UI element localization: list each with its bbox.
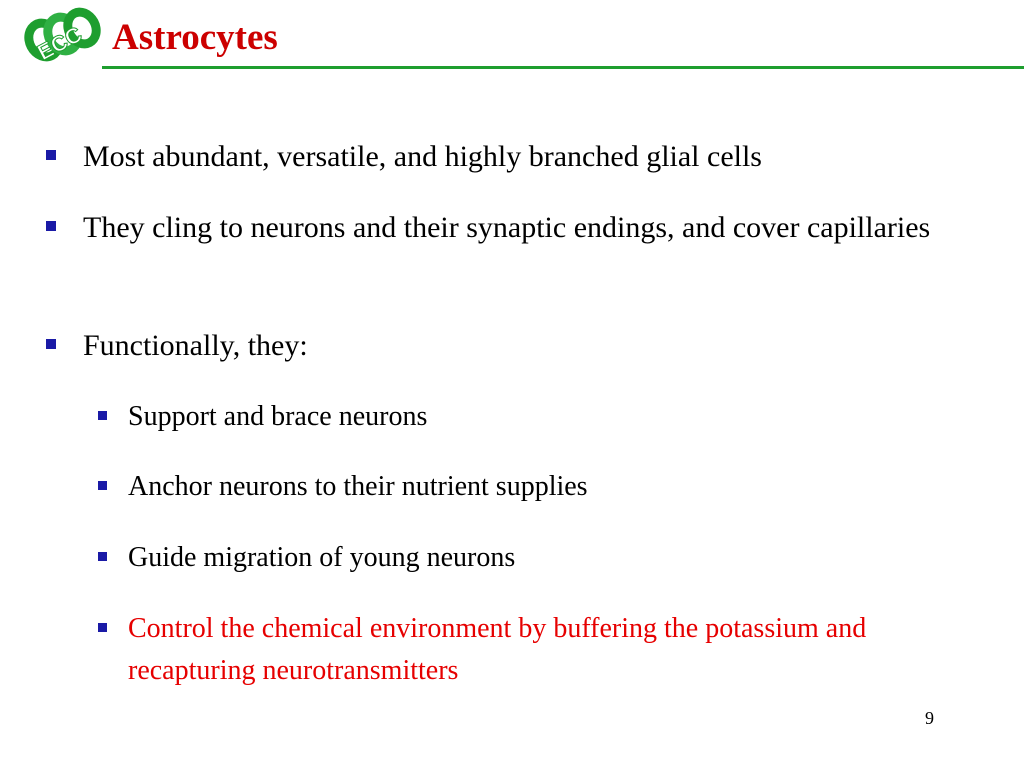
svg-text:ECC: ECC — [33, 21, 87, 66]
bullet-text: Control the chemical environment by buffering the potassium and recapturing neurotransmitters — [128, 613, 867, 686]
bullet-item — [83, 207, 983, 249]
title-divider — [102, 66, 1024, 69]
slide-title: Astrocytes — [112, 17, 278, 58]
bullet-marker-icon — [46, 221, 56, 231]
bullet-marker-icon — [98, 481, 107, 490]
sub-bullet-item — [128, 396, 988, 438]
sub-bullet-item-highlighted — [128, 608, 888, 692]
bullet-text: Guide migration of young neurons — [128, 542, 516, 573]
sub-bullet-item — [128, 466, 988, 508]
bullet-text: Functionally, they: — [83, 329, 308, 362]
sub-bullet-item — [128, 537, 988, 579]
bullet-marker-icon — [46, 150, 56, 160]
bullet-text: Most abundant, versatile, and highly branched glial cells — [83, 140, 762, 173]
bullet-text: They cling to neurons and their synaptic endings, and cover capillaries — [83, 211, 931, 244]
page-number: 9 — [925, 708, 934, 728]
bullet-item — [83, 325, 983, 367]
bullet-marker-icon — [98, 623, 107, 632]
ecc-logo — [20, 6, 102, 70]
bullet-text: Anchor neurons to their nutrient supplies — [128, 471, 588, 502]
bullet-item — [83, 136, 983, 178]
bullet-marker-icon — [98, 552, 107, 561]
bullet-marker-icon — [98, 411, 107, 420]
bullet-text: Support and brace neurons — [128, 401, 428, 432]
bullet-marker-icon — [46, 339, 56, 349]
